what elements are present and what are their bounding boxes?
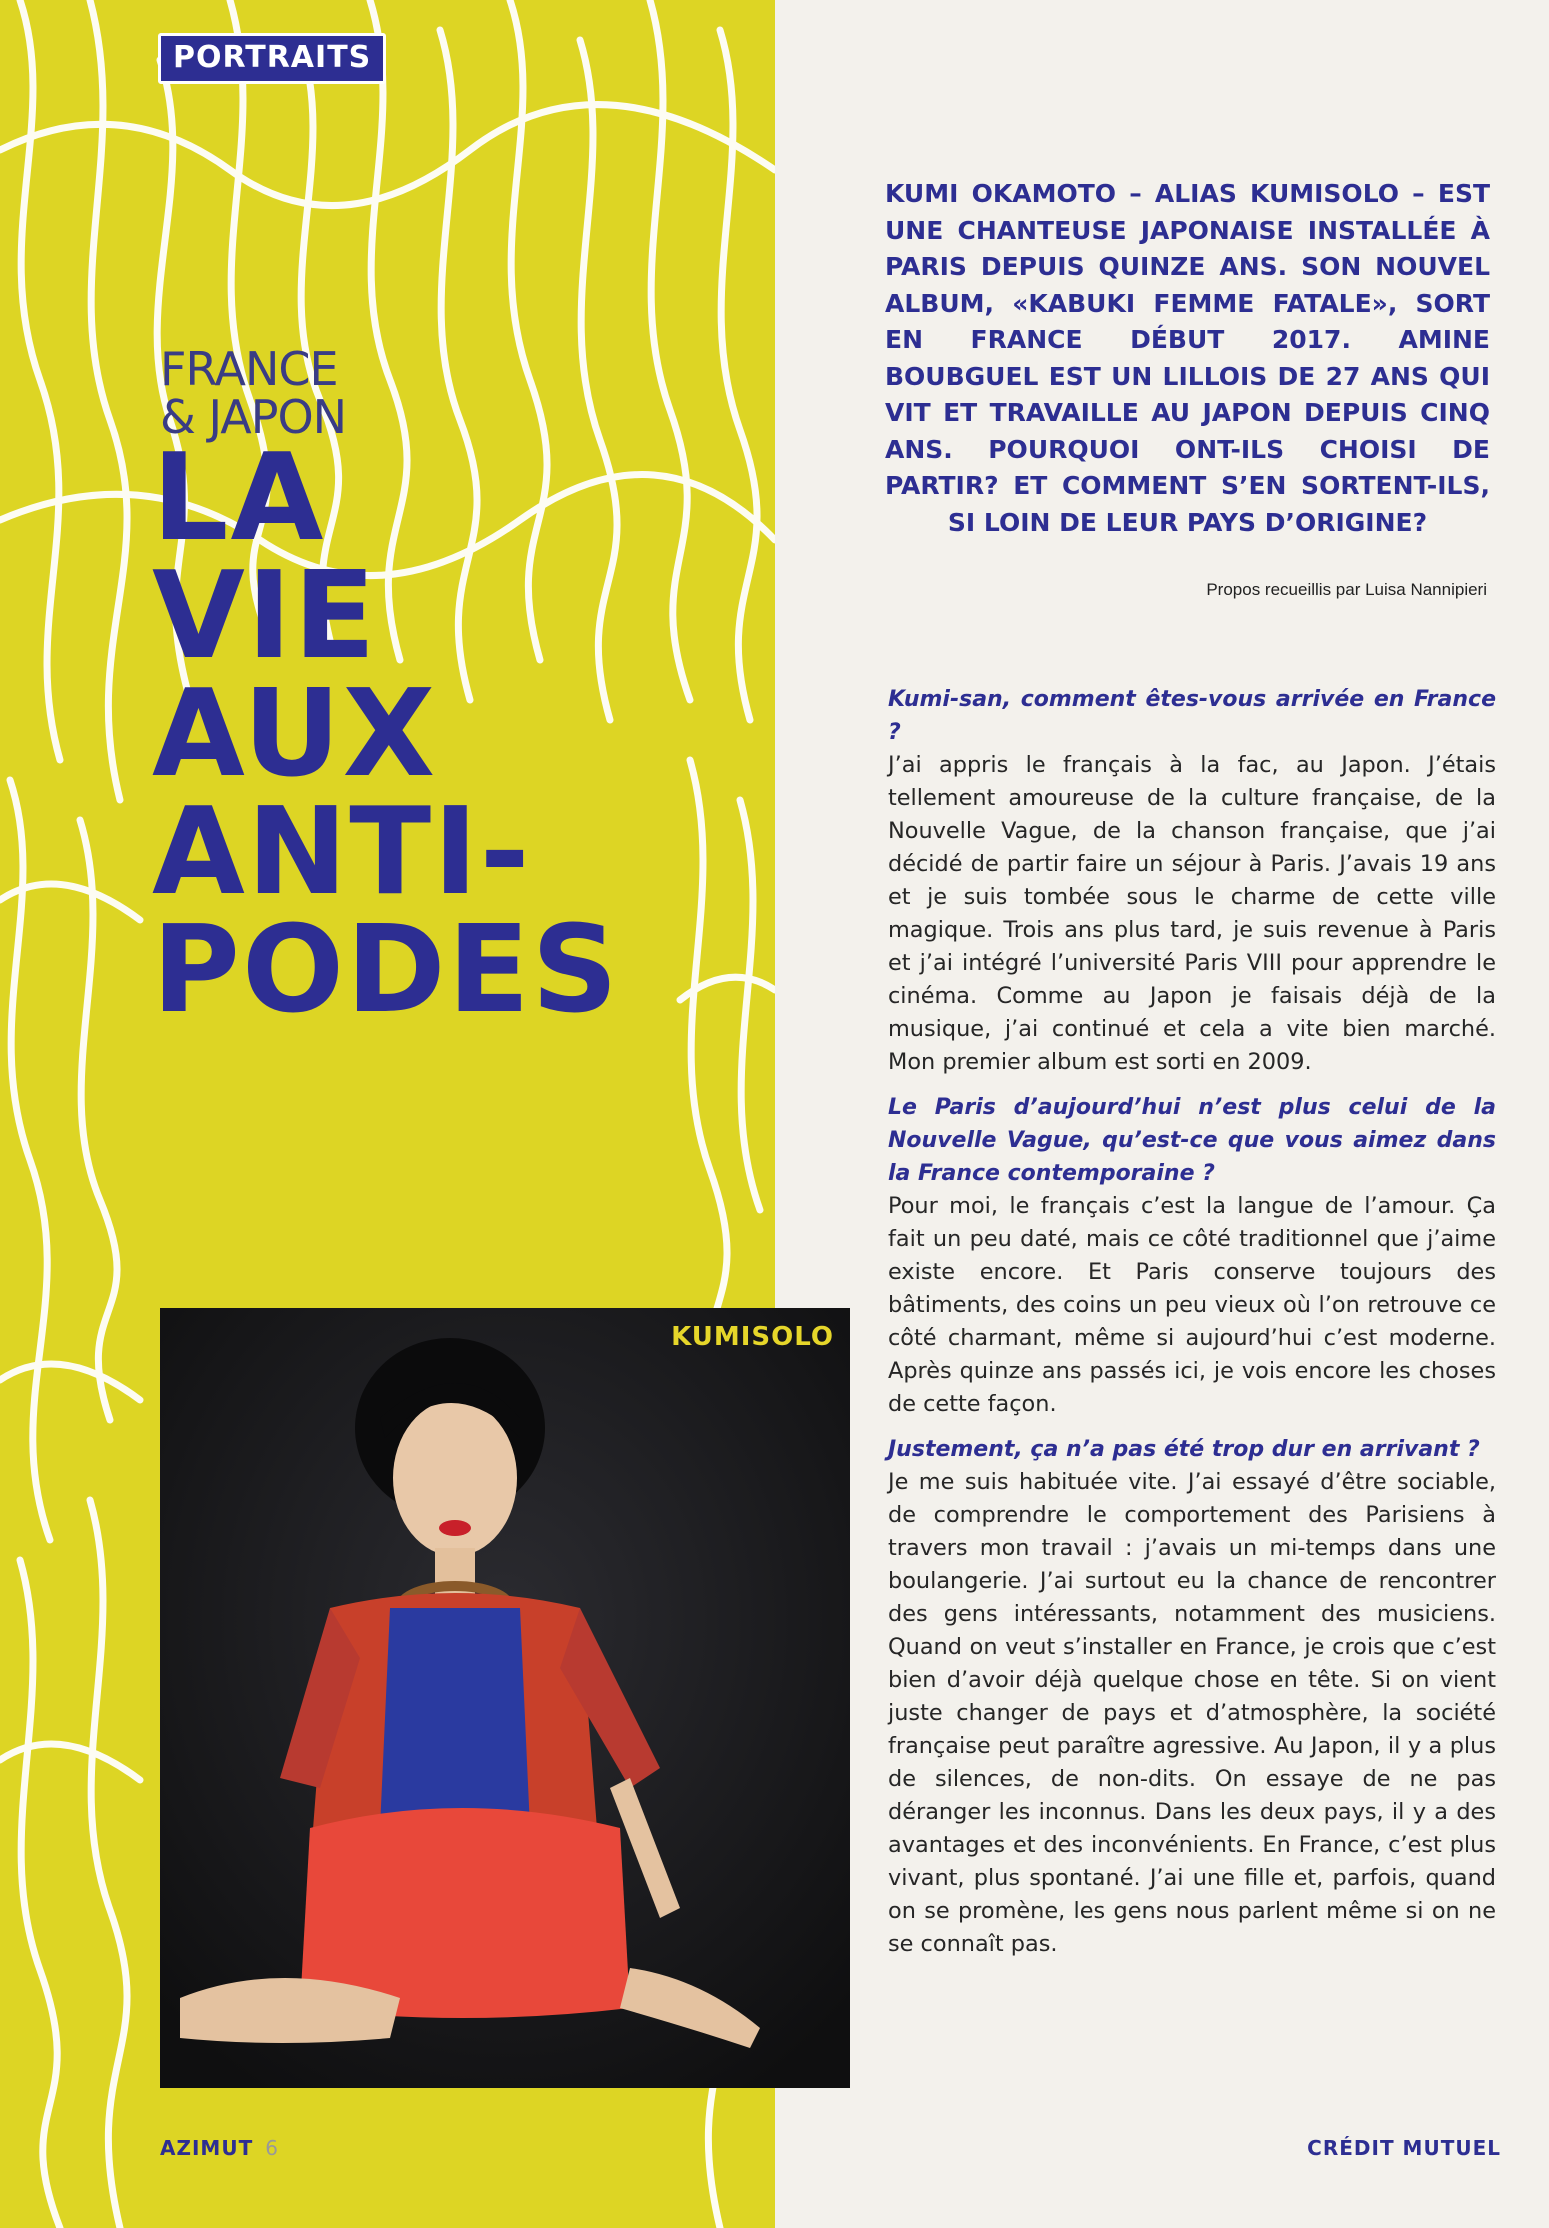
page-number: 6 [265,2136,279,2160]
portrait-photo [160,1308,850,2088]
author-credit: Propos recueillis par Luisa Nannipieri [1206,580,1487,599]
section-tag: PORTRAITS [158,33,386,84]
interview-answer: J’ai appris le français à la fac, au Japon. J’étais tellement amoureuse de la culture française, de la Nouvelle Vague, de la chanson française, que j’ai décidé de partir faire un séjour à Paris. J’avais 19 ans et je suis tombée sous le charme de cette ville magique. Trois ans plus tard, je suis revenue à Paris et j’ai intégré l’université Paris VIII pour apprendre le cinéma. Comme au Japon je faisais déjà de la musique, j’ai continué et cela a vite bien marché. Mon premier album est sorti en 2009. [888,752,1496,1075]
headline [152,429,620,1040]
magazine-name: AZIMUT [160,2136,254,2160]
intro-paragraph: KUMI OKAMOTO – ALIAS KUMISOLO – EST UNE CHANTEUSE JAPONAISE INSTALLÉE À PARIS DEPUIS QUINZE ANS. SON NOUVEL ALBUM, «KABUKI FEMME FATALE», SORT EN FRANCE DÉBUT 2017. AMINE BOUBGUEL EST UN LILLOIS DE 27 ANS QUI VIT ET TRAVAILLE AU JAPON DEPUIS CINQ ANS. POURQUOI ONT-ILS CHOISI DE PARTIR? ET COMMENT S’EN SORTENT-ILS, SI LOIN DE LEUR PAYS D’ORIGINE? [885,179,1490,537]
kicker-line: FRANCE [160,342,338,396]
interview-answer: Pour moi, le français c’est la langue de l’amour. Ça fait un peu daté, mais ce côté traditionnel que j’aime existe encore. Et Paris conserve toujours des bâtiments, des coins un peu vieux où l’on retrouve ce côté charmant, même si aujourd’hui c’est moderne. Après quinze ans passés ici, je vois encore les choses de cette façon. [888,1193,1496,1417]
interview-body [888,683,1496,1969]
photo-caption: KUMISOLO [671,1322,834,1352]
interview-question: Kumi-san, comment êtes-vous arrivée en France ? [888,687,1496,745]
headline-line: PODES [152,901,620,1040]
headline-line: ANTI- [152,783,532,922]
interview-question: Justement, ça n’a pas été trop dur en arrivant ? [888,1437,1480,1462]
interview-answer: Je me suis habituée vite. J’ai essayé d’être sociable, de comprendre le comportement des Parisiens à travers mon travail : j’avais un mi-temps dans une boulangerie. J’ai surtout eu la chance de rencontrer des gens intéressants, notamment des musiciens. Quand on veut s’installer en France, je crois que c’est bien d’avoir déjà quelque chose en tête. Si on vient juste changer de pays et d’atmosphère, la société française peut paraître agressive. Au Japon, il y a plus de silences, de non-dits. On essaye de ne pas déranger les inconnus. Dans les deux pays, il y a des avantages et des inconvénients. En France, c’est plus vivant, plus spontané. J’ai une fille et, parfois, quand on se promène, les gens nous parlent même si on ne se connaît pas. [888,1469,1496,1957]
kicker [160,342,347,444]
interview-question: Le Paris d’aujourd’hui n’est plus celui de la Nouvelle Vague, qu’est-ce que vous aimez dans la France contemporaine ? [888,1095,1496,1186]
headline-line: LA [152,429,326,568]
portrait-illustration [160,1308,850,2088]
footer-sponsor: CRÉDIT MUTUEL [1307,2136,1501,2160]
footer-magazine [160,2136,279,2160]
headline-line: AUX [152,665,438,804]
headline-line: VIE [152,547,378,686]
kicker-line: & JAPON [160,390,347,444]
